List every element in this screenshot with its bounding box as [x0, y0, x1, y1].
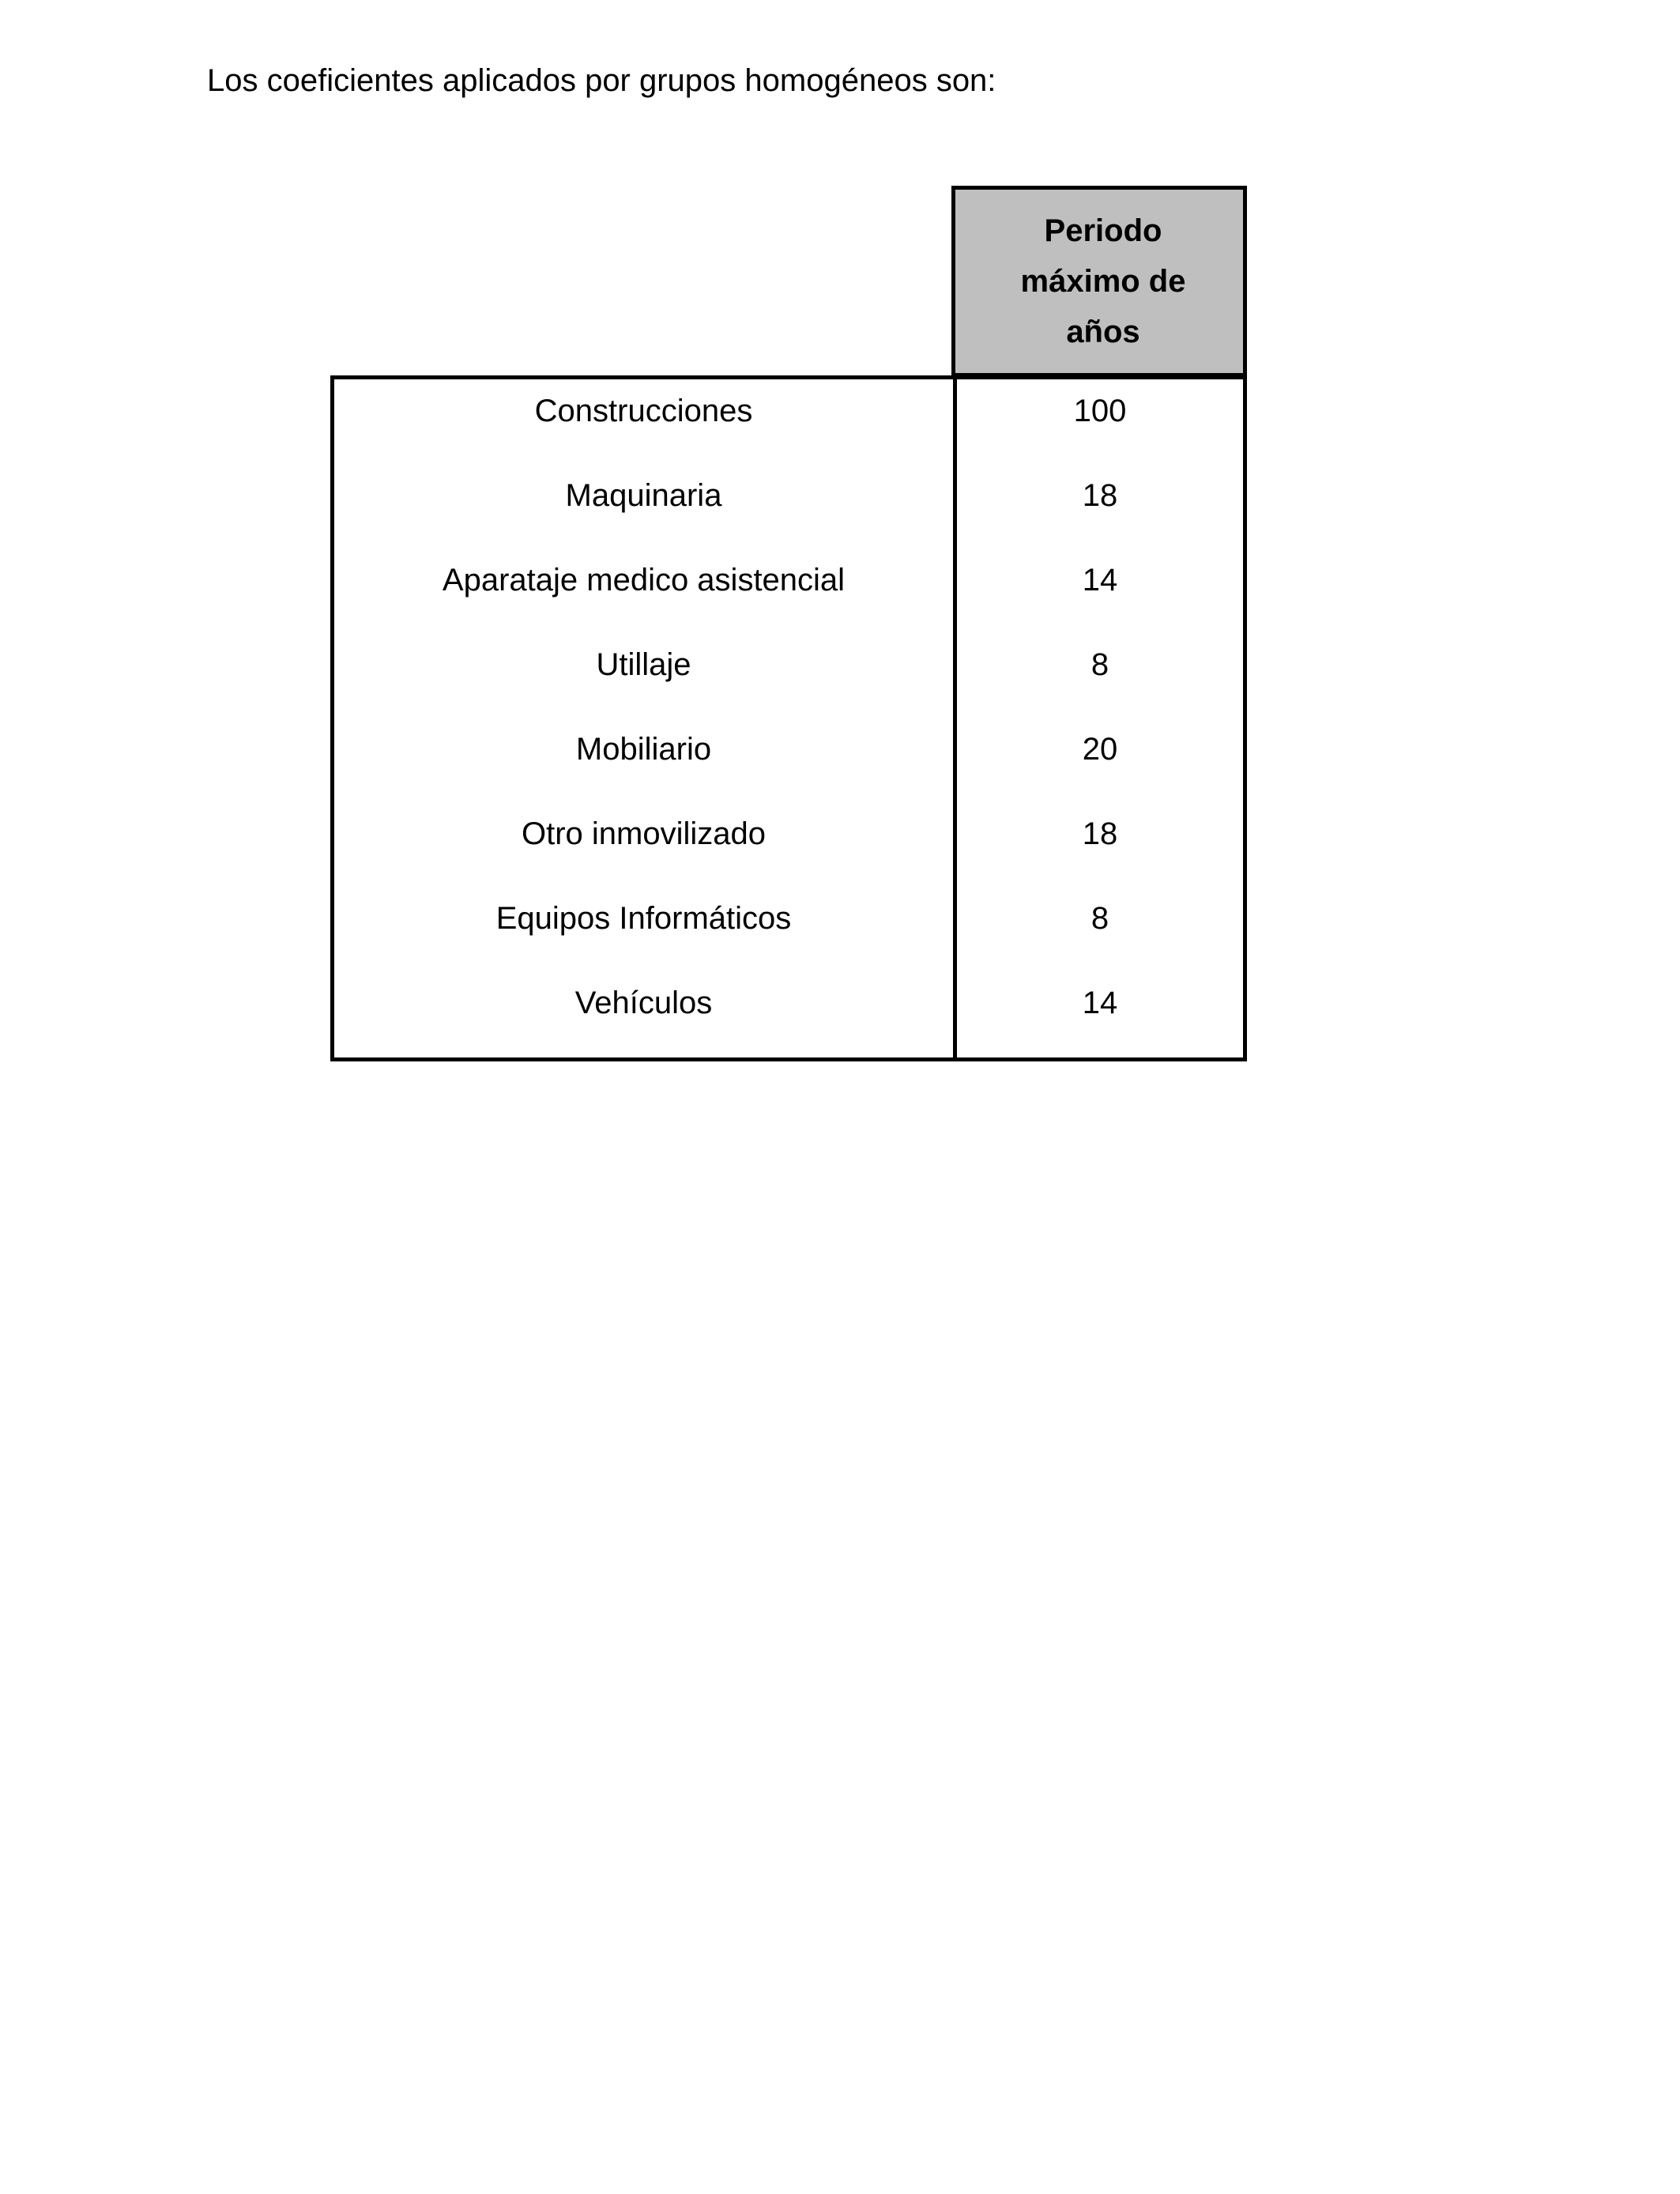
row-years: 20 — [1082, 732, 1118, 767]
table-row — [334, 633, 1243, 718]
row-years: 100 — [1073, 394, 1127, 428]
table-row — [334, 887, 1243, 971]
row-years: 14 — [1082, 986, 1118, 1020]
coefficients-table — [330, 375, 1247, 1061]
table-row — [334, 718, 1243, 802]
table-row — [334, 971, 1243, 1056]
row-years: 14 — [1082, 563, 1118, 598]
table-row — [334, 379, 1243, 464]
table-body — [334, 379, 1243, 1056]
row-category: Construcciones — [534, 394, 753, 428]
row-category: Otro inmovilizado — [521, 816, 766, 851]
row-category: Maquinaria — [565, 478, 722, 513]
row-years: 18 — [1082, 816, 1118, 851]
row-years: 8 — [1090, 901, 1109, 936]
row-years: 18 — [1082, 478, 1118, 513]
row-category: Utillaje — [596, 647, 691, 682]
row-category: Vehículos — [574, 986, 713, 1020]
table-header-cell — [951, 186, 1247, 377]
row-category: Equipos Informáticos — [495, 901, 792, 936]
row-years: 8 — [1090, 647, 1109, 682]
intro-paragraph: Los coeficientes aplicados por grupos homogéneos son: — [207, 63, 996, 98]
row-category: Aparataje medico asistencial — [442, 563, 846, 598]
column-header-years: Periodo máximo de años — [1020, 213, 1186, 349]
table-row — [334, 802, 1243, 887]
table-row — [334, 464, 1243, 548]
table-row — [334, 548, 1243, 633]
row-category: Mobiliario — [575, 732, 712, 767]
